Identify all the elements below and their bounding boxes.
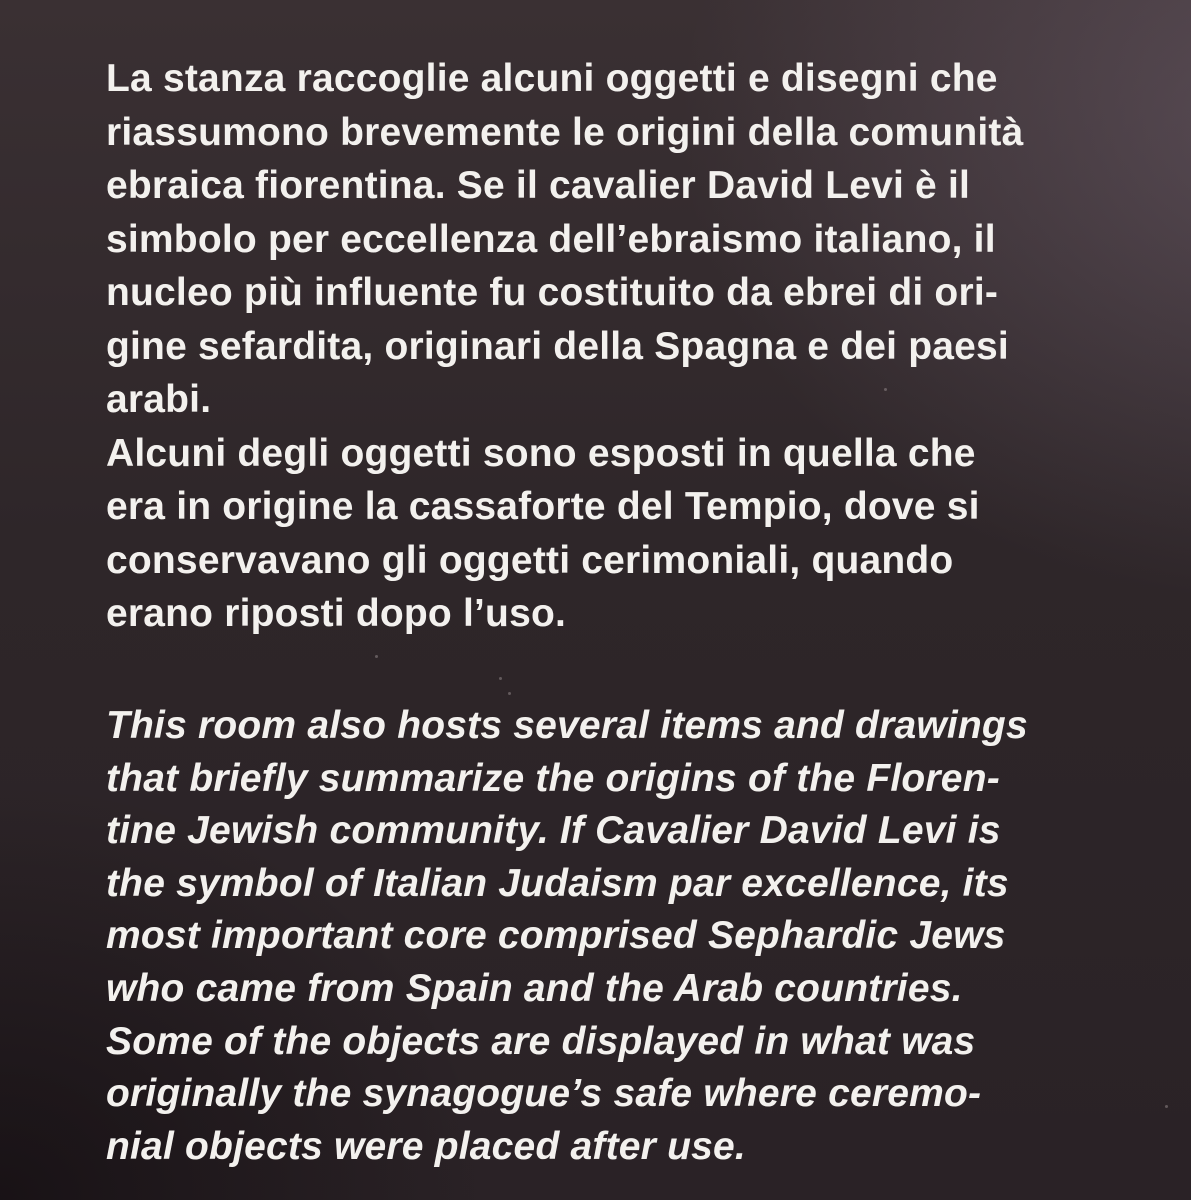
dust-speck xyxy=(508,692,511,695)
english-text-line: who came from Spain and the Arab countries. xyxy=(106,966,963,1010)
italian-text-line: erano riposti dopo l’uso. xyxy=(106,592,567,635)
english-text-line: originally the synagogue’s safe where ceremo- xyxy=(106,1072,982,1116)
italian-text-block xyxy=(106,52,1166,641)
italian-text-line: era in origine la cassaforte del Tempio, dove si xyxy=(106,485,980,528)
italian-text-line: simbolo per eccellenza dell’ebraismo italiano, il xyxy=(106,217,996,261)
italian-text-line: nucleo più influente fu costituito da ebrei di ori- xyxy=(106,271,999,314)
english-text-line: tine Jewish community. If Cavalier David Levi is xyxy=(106,809,1001,853)
italian-text-line: riassumono brevemente le origini della comunità xyxy=(106,110,1024,154)
english-text-line: Some of the objects are displayed in what was xyxy=(106,1019,976,1063)
english-text-line: nial objects were placed after use. xyxy=(106,1124,746,1168)
english-text-line: that briefly summarize the origins of the Floren- xyxy=(106,756,1000,800)
italian-text-line: Alcuni degli oggetti sono esposti in quella che xyxy=(106,431,976,475)
english-text-line: the symbol of Italian Judaism par excellence, its xyxy=(106,861,1009,905)
italian-text-line: ebraica fiorentina. Se il cavalier David Levi è il xyxy=(106,164,971,207)
italian-text-line: arabi. xyxy=(106,378,212,421)
italian-text-line: gine sefardita, originari della Spagna e dei paesi xyxy=(106,324,1009,368)
dust-speck xyxy=(375,655,378,658)
english-text-block xyxy=(106,700,1166,1173)
italian-text-line: La stanza raccoglie alcuni oggetti e disegni che xyxy=(106,57,998,100)
english-text-line: This room also hosts several items and drawings xyxy=(106,704,1028,747)
english-text-line: most important core comprised Sephardic Jews xyxy=(106,914,1006,958)
dust-speck xyxy=(499,677,502,680)
italian-text-line: conservavano gli oggetti cerimoniali, quando xyxy=(106,538,954,582)
